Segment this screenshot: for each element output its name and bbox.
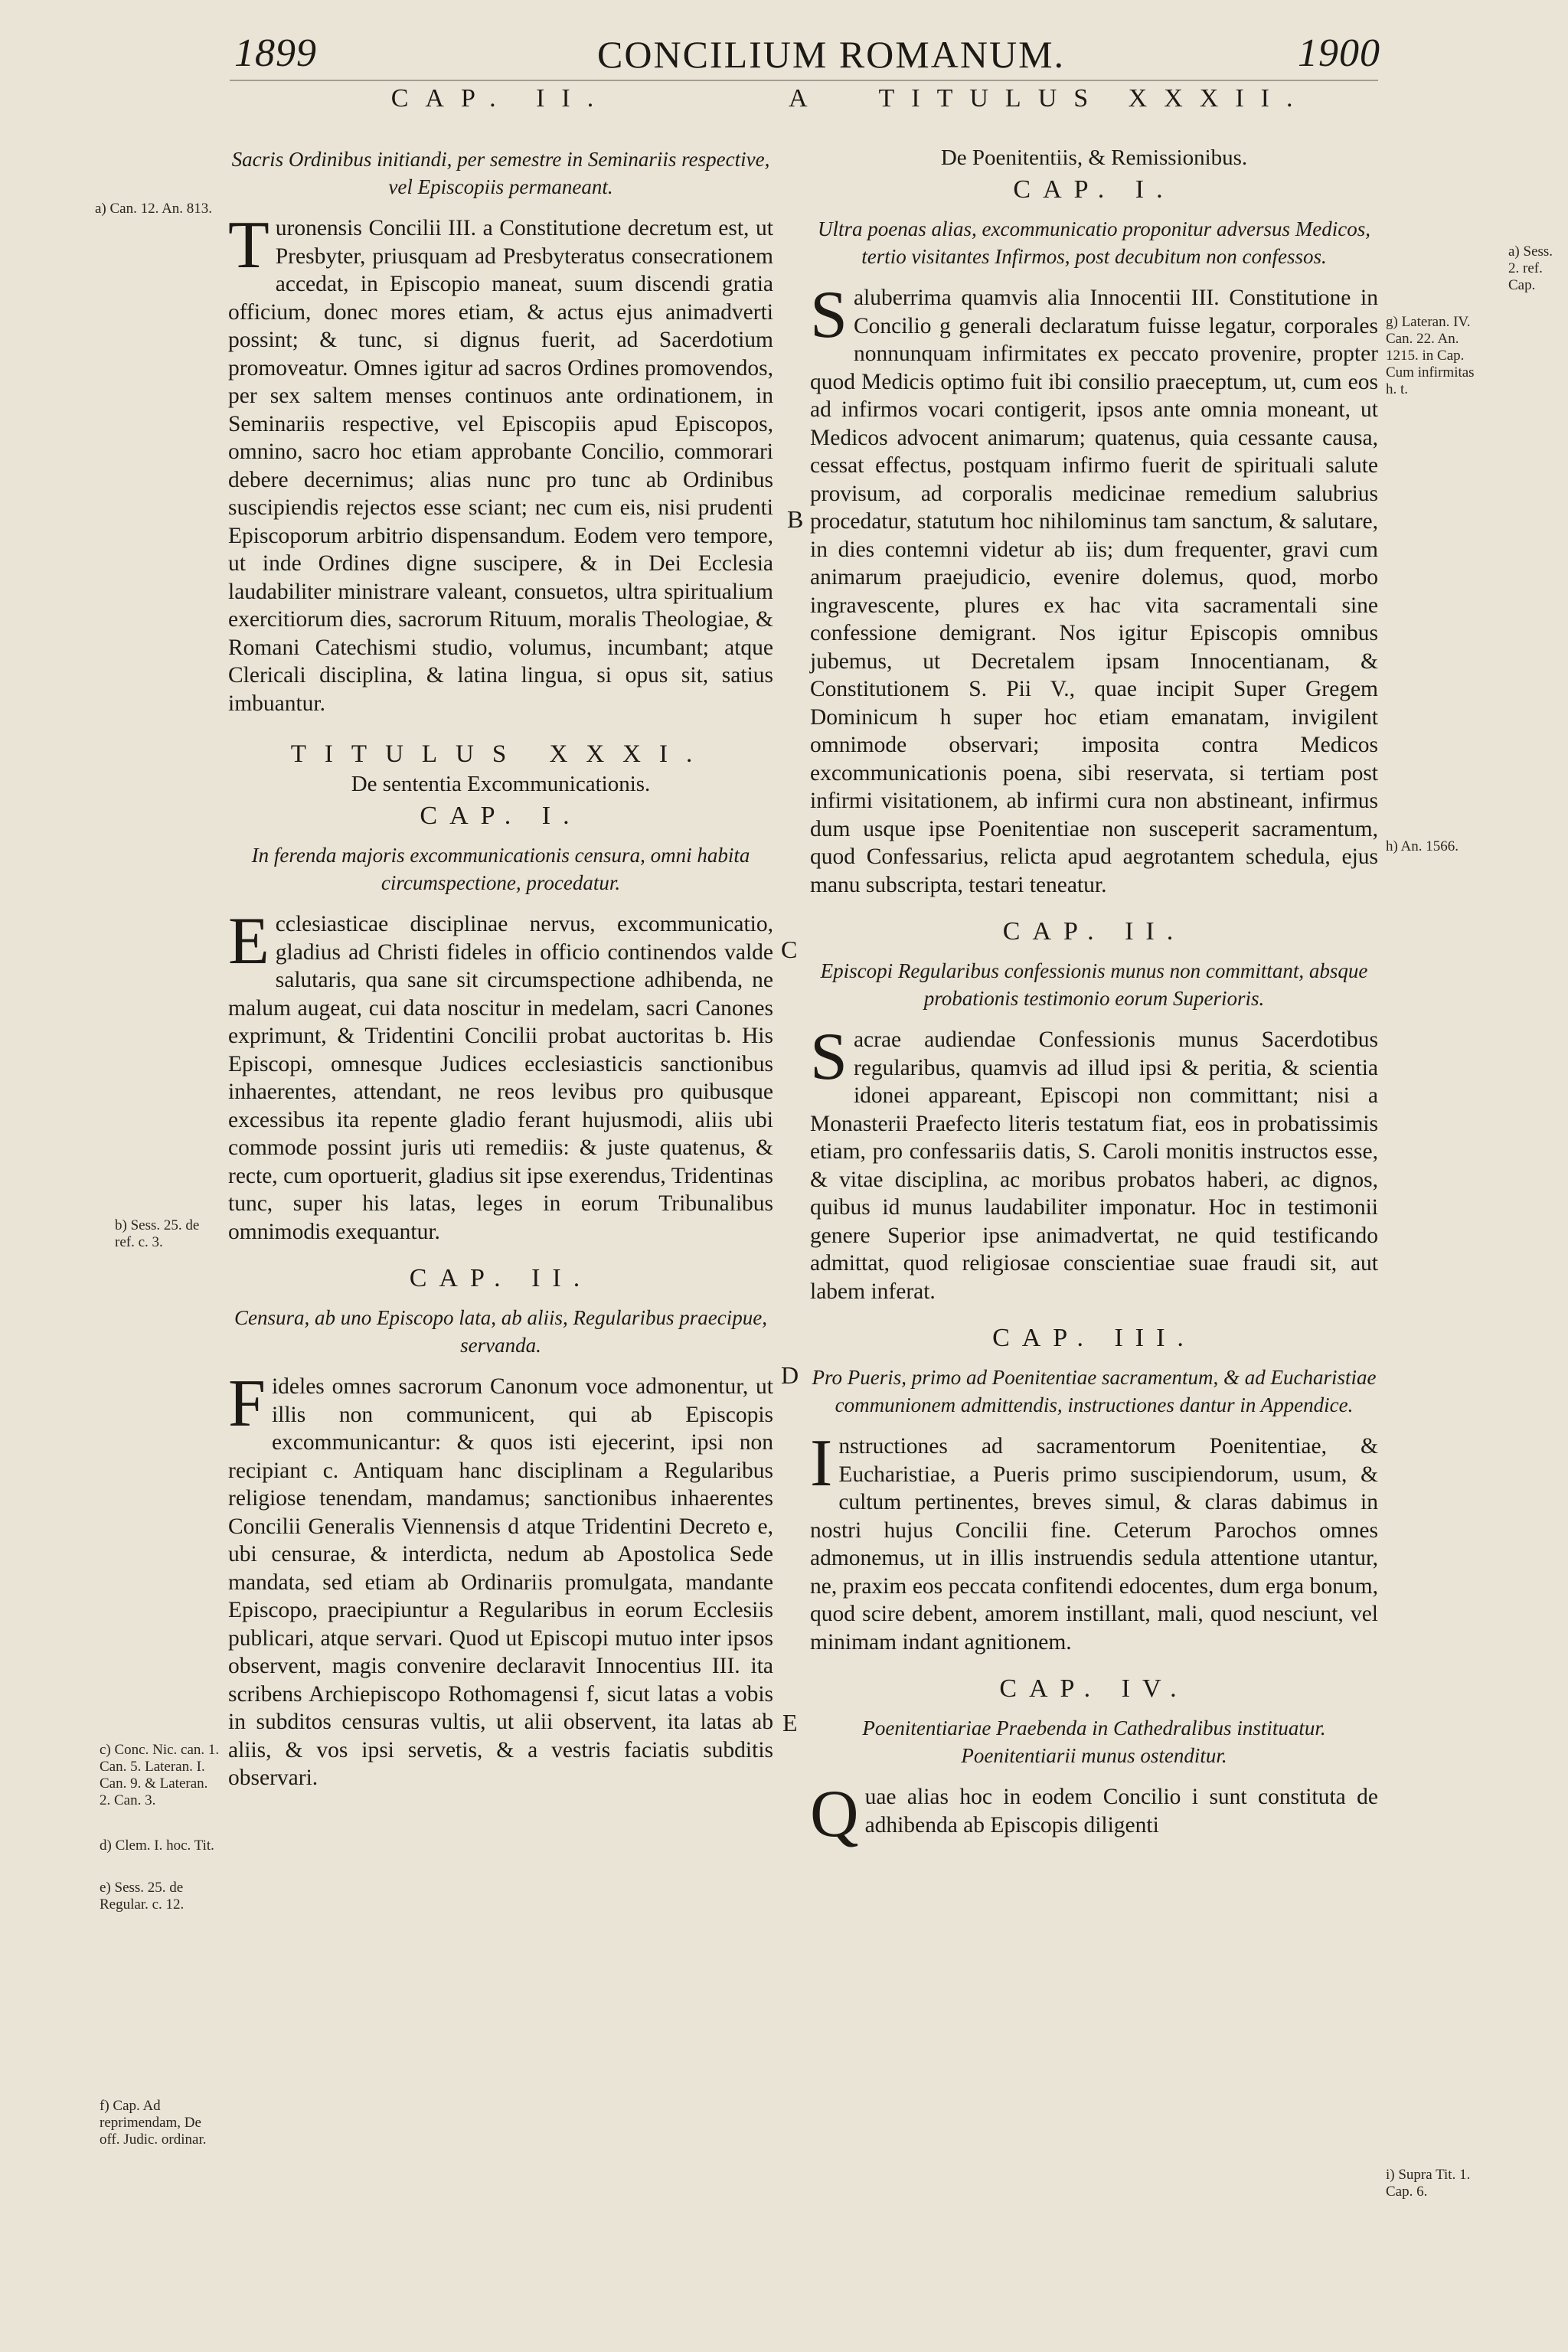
margin-letter-d: D: [781, 1361, 799, 1389]
margin-letter-c: C: [781, 936, 798, 963]
cap2-rubric: Sacris Ordinibus initiandi, per semestre in Seminariis respective, vel Episcopiis permaneant.: [231, 148, 770, 198]
titulus-32-cap2: CAP. II.: [1002, 917, 1186, 946]
page-number-right: 1900: [1298, 31, 1380, 75]
titulus-32-cap4-text: Quae alias hoc in eodem Concilio i sunt constituta de adhibenda ab Episcopis diligenti: [810, 1777, 1378, 1851]
titulus-31-cap2: CAP. II.: [409, 1264, 593, 1292]
margin-note-b: b) Sess. 25. de ref. c. 3.: [115, 1217, 200, 1250]
titulus-32-cap4-rubric: Poenitentiariae Praebenda in Cathedralibus instituatur. Poenitentiarii munus ostenditur.: [862, 1717, 1326, 1767]
margin-letter-e: E: [782, 1709, 798, 1736]
titulus-32-heading: TITULUS XXXII.: [878, 84, 1310, 113]
margin-note-d: d) Clem. I. hoc. Tit.: [100, 1838, 214, 1854]
margin-note-a: a) Can. 12. An. 813.: [95, 201, 213, 217]
margin-letter-b: B: [787, 505, 804, 533]
titulus-32-cap3: CAP. III.: [992, 1324, 1196, 1352]
cap2-text: Turonensis Concilii III. a Constitutione decretum est, ut Presbyter, priusquam ad Presbyteratus consecrationem accedat, in Episcopio maneat, suum discendi gratia officium, donec mores etiam, & actus ejus animadverti possint; & tunc, si dignus fuerit, ad Sacerdotium promoveatur. Omnes igitur ad sacros Ordines promovendos, per sex saltem menses continuos ante ordinationem, in Seminariis respective, vel Episcopiis apud Episcopos, omnino, sacro hoc etiam approbante Concilio, commorari debere decernimus; alias nunc pro tunc ab Ordinibus suscipiendis rejectos esse sciant; nec cum eis, nisi prudenti Episcoporum arbitrio dispensandum. Eodem vero tempore, ut inde Ordines digne suscipere, & in Dei Ecclesia laudabiliter ministrare valeant, consuetos, ultra spiritualium exercitiorum dies, sacrorum Rituum, moralis Theologiae, & Romani Catechismi studio, volumus, incumbant; atque Clericali disciplina, & latina lingua, si opus sit, satius imbuantur.: [228, 208, 773, 716]
running-header: [0, 31, 1568, 84]
titulus-32-cap1-rubric: Ultra poenas alias, excommunicatio proponitur adversus Medicos, tertio visitantes Infirmos, post decubitum non confessos.: [818, 217, 1370, 268]
titulus-32-subtitle: De Poenitentiis, & Remissionibus.: [940, 145, 1248, 170]
margin-note-f: f) Cap. Ad reprimendam, De off. Judic. ordinar.: [100, 2098, 207, 2148]
titulus-32-cap3-text: Instructiones ad sacramentorum Poenitentiae, & Eucharistiae, a Pueris primo suscipiendorum, usum, & cultum pertinentes, breves simul, & claras dabimus in nostri hujus Concilii fine. Ceterum Parochos omnes admonemus, ut in illis instruendis sedula attentione utantur, ne, praxim eos peccata confitendi edocentes, dum erga bonum, quod scire debent, amorem instillant, mali, quod nesciunt, vel minimam indant agnitionem.: [810, 1426, 1378, 1655]
titulus-32-cap2-rubric: Episcopi Regularibus confessionis munus non committant, absque probationis testimonio eorum Superioris.: [820, 959, 1368, 1010]
titulus-32-cap1-text: Saluberrima quamvis alia Innocentii III. Constitutione in Concilio g generali declaratum fuisse legatur, corporales nonnunquam infirmitates ex peccato provenire, propter quod Medicis optimo fuit ibi consilio praeceptum, ut, cum eos ad infirmos vocari contigerit, ipsos ante omnia moneant, ut Medicos advocent animarum; quatenus, quia cessante causa, cessat effectus, postquam infirmo fuerit de spirituali salute provisum, ad corporalis medicinae remedium salubrius procedatur, statutum hoc nihilominus tam sanctum, & salutare, in dies contemni videtur ab iis; dum frequenter, gravi cum animarum praejudicio, evenire dolemus, quod, morbo ingravescente, plures ex hac vita sacramentali sine confessione demigrant. Nos igitur Episcopis omnibus jubemus, ut Decretalem ipsam Innocentianam, & Constitutionem S. Pii V., quae incipit Super Gregem Dominicum h super hoc etiam emanatam, invigilent omnimode observari; imposita contra Medicos excommunicationis poena, sibi reservata, si tertiam post infirmi visitationem, ab infirmi cura non abstineant, infirmus dum usque ipse Poenitentiae non susceperit sacramentum, quod Confessarius, relicta apud aegrotantem schedula, ejus manu subscripta, testari teneatur.: [810, 278, 1378, 897]
margin-note-g: g) Lateran. IV. Can. 22. An. 1215. in Cap. Cum infirmitas h. t.: [1386, 314, 1475, 397]
margin-note-c: c) Conc. Nic. can. 1. Can. 5. Lateran. I. Can. 9. & Lateran. 2. Can. 3.: [100, 1742, 220, 1808]
margin-note-edge: a) Sess. 2. ref. Cap.: [1508, 243, 1553, 293]
left-column: [228, 84, 773, 1792]
margin-note-i: i) Supra Tit. 1. Cap. 6.: [1386, 2167, 1471, 2200]
titulus-31-cap1-rubric: In ferenda majoris excommunicationis censura, omni habita circumspectione, procedatur.: [251, 844, 750, 894]
titulus-31-subtitle: De sententia Excommunicationis.: [351, 772, 651, 796]
titulus-32-cap1: CAP. I.: [1013, 175, 1175, 204]
titulus-32-cap2-text: Sacrae audiendae Confessionis munus Sacerdotibus regularibus, quamvis ad illud ipsi & peritia, & scientia idonei appareant, Episcopi non committant; nisi a Monasterii Praefecto literis testatum fiat, eos in probatissimis etiam, pro confessariis datis, S. Caroli monitis instructos esse, & vitae disciplina, ac moribus probatos haberi, ac dignos, quibus id munus laudabiliter imponatur. Hoc in testimonii genere Superior ipse animadvertat, ne quid testificando admittat, quod religiosae conscientiae suae fraudi sit, aut labem inferat.: [810, 1020, 1378, 1304]
left-cap-heading: CAP. II.: [390, 84, 611, 113]
titulus-31-cap2-rubric: Censura, ab uno Episcopo lata, ab aliis, Regularibus praecipue, servanda.: [234, 1306, 767, 1357]
running-title: CONCILIUM ROMANUM.: [597, 33, 1066, 76]
titulus-32-cap3-rubric: Pro Pueris, primo ad Poenitentiae sacramentum, & ad Eucharistiae communionem admittendis, instructiones dantur in Appendice.: [812, 1366, 1377, 1416]
titulus-31-cap1: CAP. I.: [420, 802, 582, 830]
titulus-32-cap4: CAP. IV.: [999, 1674, 1189, 1703]
titulus-31-heading: TITULUS XXXI.: [290, 740, 711, 768]
margin-note-e: e) Sess. 25. de Regular. c. 12.: [100, 1880, 185, 1913]
page-number-left: 1899: [234, 31, 317, 75]
margin-letter-a: A: [789, 84, 808, 113]
titulus-31-cap1-text: Ecclesiasticae disciplinae nervus, excommunicatio, gladius ad Christi fideles in officio continendos valde salutaris, qua sane sit circumspectione adhibenda, ne malum augeat, cui data noscitur in medelam, sacri Canones exprimunt, & Tridentini Concilii probat auctoritas b. His Episcopi, omnesque Judices ecclesiasticis sanctionibus inhaerentes, attendant, ne reos levibus pro quibusque excessibus ita repente gladio ferant hujusmodi, aliis ubi commode possint juris uti remediis: & juste quatenus, & recte, cum oportuerit, gladius sit ipse exerendus, Tridentinas tunc, super his latas, leges in eorum Tribunalibus omnimodis exequantur.: [228, 904, 773, 1244]
titulus-31-cap2-text: Fideles omnes sacrorum Canonum voce admonentur, ut illis non communicent, qui ab Episcopis excommunicantur: & quos isti ejecerint, ipsi non recipiant c. Antiquam hanc disciplinam a Regularibus religiose tenendam, mandamus; sanctionibus inhaerentes Concilii Generalis Viennensis d atque Tridentini Decreto e, ubi censurae, & interdicta, nedum ab Apostolica Sede mandata, sed etiam ab Ordinariis promulgata, mandante Episcopo, praecipiuntur a Regularibus in eorum Ecclesiis publicari, atque servari. Quod ut Episcopi mutuo inter ipsos observent, magis convenire declaravit Innocentius III. ita scribens Archiepiscopo Rothomagensi f, sicut latas a vobis in subditos censuras vultis, ut alii observent, ita latas ab aliis, & vos ipsi servetis, & a vestris faciatis subditis observari.: [228, 1367, 773, 1790]
margin-note-h: h) An. 1566.: [1386, 838, 1459, 854]
right-column: [810, 84, 1378, 1851]
header-rule: [230, 80, 1378, 81]
